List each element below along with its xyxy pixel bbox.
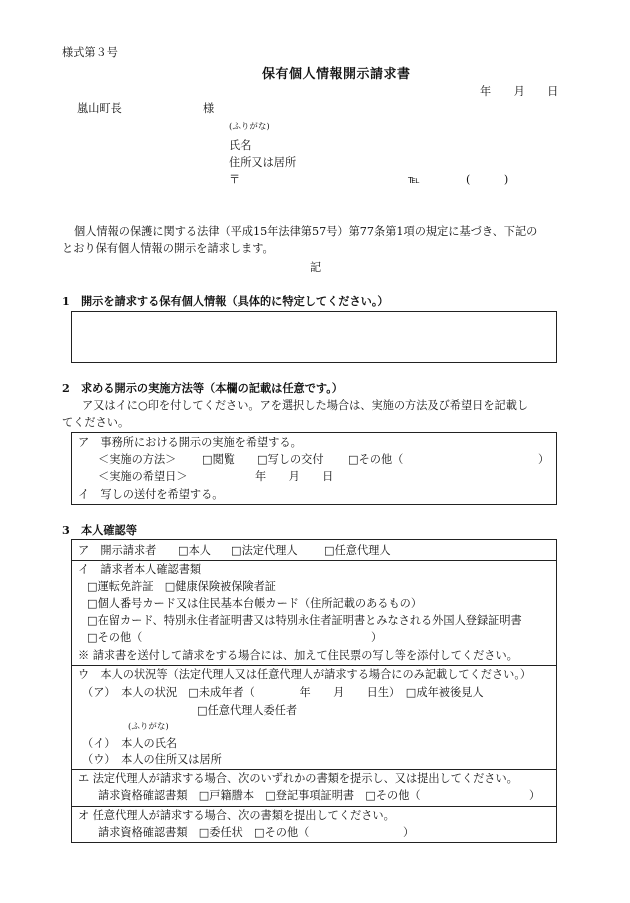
id-documents-line-1[interactable]: □運転免許証 □健康保険被保険者証 [87,580,276,593]
intro-line-2: とおり保有個人情報の開示を請求します。 [62,242,274,255]
tel-label: ℡ [408,173,421,186]
method-copy-checkbox[interactable]: □写しの交付 [257,453,324,466]
wish-date-label: ＜実施の希望日＞ [98,470,188,483]
addressee-honorific: 様 [203,102,215,115]
legal-agent-docs-line[interactable]: 請求資格確認書類 □戸籍謄本 □登記事項証明書 □その他（ [98,789,421,802]
legal-agent-docs-label: エ 法定代理人が請求する場合、次のいずれかの書類を提示し、又は提出してください。 [78,772,518,785]
section1-heading: 1 開示を請求する保有個人情報（具体的に特定してください。） [62,294,389,308]
principal-status-label: ウ 本人の状況等（法定代理人又は任意代理人が請求する場合にのみ記載してください。） [78,668,532,681]
row-divider-e [72,806,556,807]
section1-input-box[interactable] [71,311,557,363]
requester-furigana-label: (ふりがな) [229,122,270,132]
principal-status-line[interactable]: （ア） 本人の状況 □未成年者（ 年 月 日生） □成年被後見人 [82,686,484,699]
requester-address-label: 住所又は居所 [229,156,297,169]
row-divider-u [72,769,556,770]
wish-date-field[interactable]: 年 月 日 [255,470,334,483]
request-date: 年 月 日 [480,85,559,98]
requester-self-checkbox[interactable]: □本人 [178,544,211,557]
voluntary-agent-docs-label: オ 任意代理人が請求する場合、次の書類を提出してください。 [78,809,395,822]
requester-voluntary-agent-checkbox[interactable]: □任意代理人 [324,544,391,557]
principal-name-label: （イ） 本人の氏名 [82,737,178,750]
method-label: ＜実施の方法＞ [98,453,177,466]
principal-address-label: （ウ） 本人の住所又は居所 [82,753,222,766]
tel-paren: ( ) [466,173,509,186]
id-documents-other-close: ） [371,631,383,644]
requester-type-label: ア 開示請求者 [78,544,157,557]
id-documents-line-3[interactable]: □在留カード、特別永住者証明書又は特別永住者証明書とみなされる外国人登録証明書 [87,614,522,627]
voluntary-agent-docs-line[interactable]: 請求資格確認書類 □委任状 □その他（ [98,826,310,839]
requester-name-label: 氏名 [229,139,252,152]
id-documents-label: イ 請求者本人確認書類 [78,563,202,576]
legal-agent-docs-close: ） [529,789,541,802]
requester-legal-agent-checkbox[interactable]: □法定代理人 [231,544,298,557]
document-title: 保有個人情報開示請求書 [262,67,411,82]
section3-heading: 3 本人確認等 [62,523,137,537]
section2-box [71,432,557,505]
id-documents-note: ※ 請求書を送付して請求をする場合には、加えて住民票の写し等を添付してください。 [78,649,518,662]
principal-furigana-label: (ふりがな) [128,722,169,732]
row-divider-a [72,560,556,561]
voluntary-agent-docs-close: ） [403,826,415,839]
option-i-copy-delivery[interactable]: イ 写しの送付を希望する。 [78,488,224,501]
section2-note-2: てください。 [62,416,130,429]
id-documents-other-checkbox[interactable]: □その他（ [87,631,143,644]
intro-line-1: 個人情報の保護に関する法律（平成15年法律第57号）第77条第1項の規定に基づき、下記の [74,225,538,238]
method-view-checkbox[interactable]: □閲覧 [202,453,235,466]
ki-mark: 記 [310,261,322,274]
principal-voluntary-checkbox[interactable]: □任意代理人委任者 [197,704,298,717]
section3-table [71,539,557,843]
section2-note-1: ア又はイに○印を付してください。アを選択した場合は、実施の方法及び希望日を記載し [82,399,529,412]
row-divider-i [72,665,556,666]
addressee: 嵐山町長 [77,102,122,115]
form-number: 様式第３号 [62,46,118,59]
id-documents-line-2[interactable]: □個人番号カード又は住民基本台帳カード（住所記載のあるもの） [87,597,423,610]
section2-heading: 2 求める開示の実施方法等（本欄の記載は任意です。） [62,381,343,395]
option-a-office-disclosure[interactable]: ア 事務所における開示の実施を希望する。 [78,436,302,449]
method-other-close: ） [538,453,550,466]
method-other-checkbox[interactable]: □その他（ [348,453,404,466]
postal-mark: 〒 [229,173,241,186]
